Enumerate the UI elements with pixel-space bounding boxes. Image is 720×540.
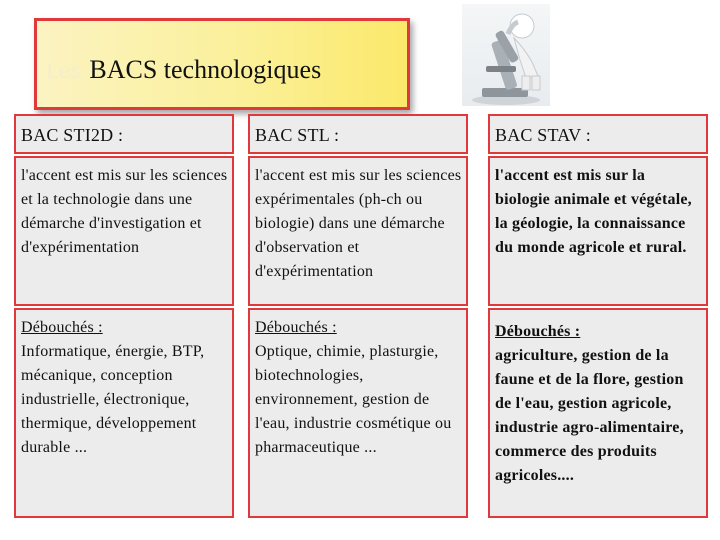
header-stav: [488, 114, 708, 154]
header-sti2d-label: BAC STI2D :: [21, 125, 124, 145]
description-stl-text: l'accent est mis sur les sciences expérimentales (ph-ch ou biologie) dans une démarche d'observation et d'expérimentation: [255, 167, 462, 280]
page-title: [47, 55, 321, 85]
description-stl: [248, 156, 468, 306]
microscope-figure-icon: [462, 4, 550, 106]
header-stav-label: BAC STAV :: [495, 125, 591, 145]
header-stl-label: BAC STL :: [255, 125, 340, 145]
debouches-sti2d-text: Informatique, énergie, BTP, mécanique, conception industrielle, électronique, thermique, développement durable ...: [21, 343, 205, 456]
debouches-stl-text: Optique, chimie, plasturgie, biotechnologies, environnement, gestion de l'eau, industrie cosmétique ou pharmaceutique ...: [255, 343, 452, 456]
description-stav-text: l'accent est mis sur la biologie animale et végétale, la géologie, la connaissance du monde agricole et rural.: [495, 167, 692, 256]
debouches-stav-text: agriculture, gestion de la faune et de la flore, gestion de l'eau, gestion agricole, industrie agro-alimentaire, commerce des produits agricoles....: [495, 347, 684, 484]
debouches-stl: [248, 308, 468, 518]
header-sti2d: [14, 114, 234, 154]
debouches-stav: [488, 308, 708, 518]
description-sti2d-text: l'accent est mis sur les sciences et la technologie dans une démarche d'investigation et d'expérimentation: [21, 167, 228, 256]
debouches-sti2d: [14, 308, 234, 518]
title-main: BACS technologiques: [89, 55, 322, 84]
debouches-sti2d-label: Débouchés :: [21, 319, 103, 336]
description-stav: [488, 156, 708, 306]
debouches-stl-label: Débouchés :: [255, 319, 337, 336]
debouches-stav-label: Débouchés :: [495, 323, 581, 340]
description-sti2d: [14, 156, 234, 306]
title-box: [34, 18, 410, 110]
title-prefix: Les: [47, 60, 81, 83]
header-stl: [248, 114, 468, 154]
